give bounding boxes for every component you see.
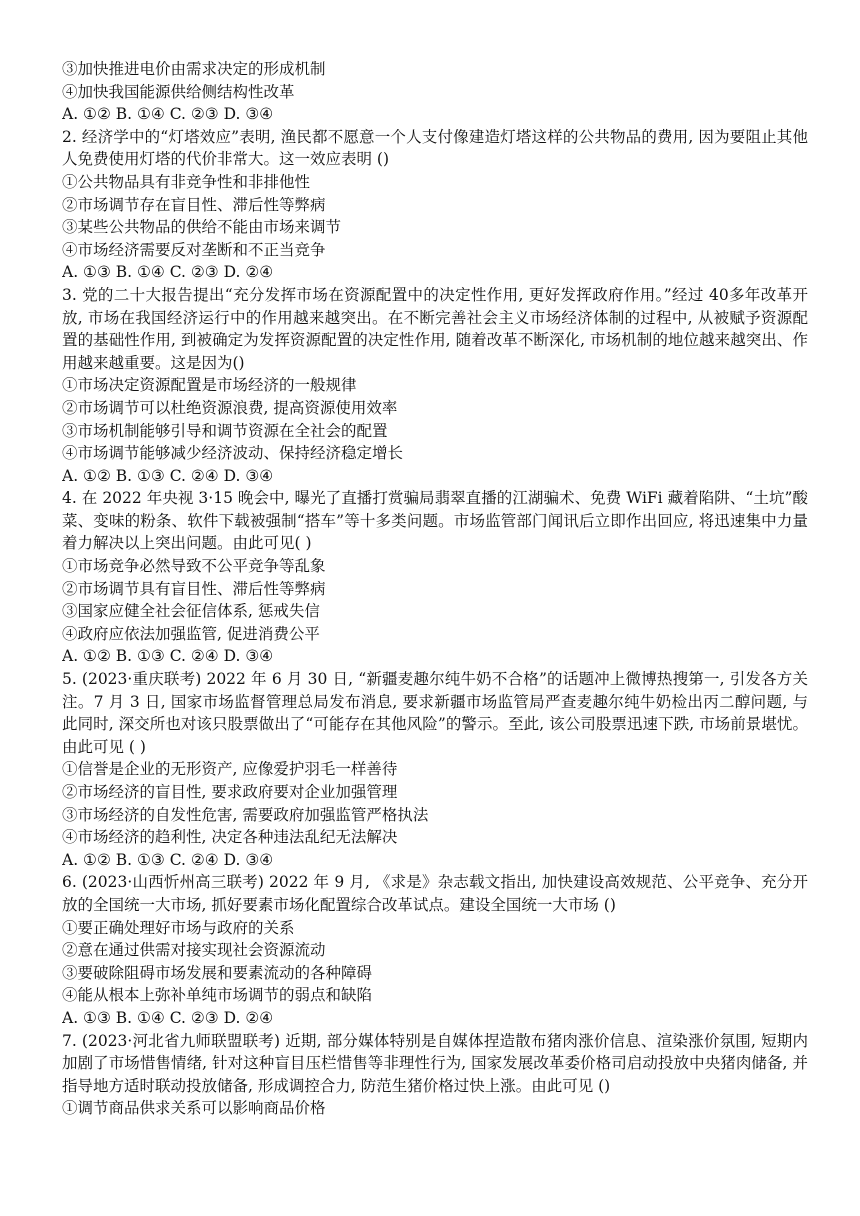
answer-choices: A. ①② B. ①③ C. ②④ D. ③④: [62, 466, 274, 485]
option-line: ④市场经济的趋利性, 决定各种违法乱纪无法解决: [62, 828, 398, 847]
option-line: ③市场经济的自发性危害, 需要政府加强监管严格执法: [62, 805, 429, 824]
option-line: ③国家应健全社会征信体系, 惩戒失信: [62, 602, 320, 621]
option-line: ①信誉是企业的无形资产, 应像爱护羽毛一样善待: [62, 760, 398, 779]
option-line: ②市场调节存在盲目性、滞后性等弊病: [62, 195, 326, 214]
option-line: ③要破除阻碍市场发展和要素流动的各种障碍: [62, 963, 373, 982]
option-line: ②市场调节具有盲目性、滞后性等弊病: [62, 579, 326, 598]
answer-choices: A. ①② B. ①③ C. ②④ D. ③④: [62, 850, 274, 869]
option-line: ①要正确处理好市场与政府的关系: [62, 918, 295, 937]
answer-choices: A. ①③ B. ①④ C. ②③ D. ②④: [62, 263, 274, 282]
option-line: ④加快我国能源供给侧结构性改革: [62, 82, 295, 101]
option-line: ①公共物品具有非竞争性和非排他性: [62, 172, 311, 191]
question-2-stem: 2. 经济学中的“灯塔效应”表明, 渔民都不愿意一个人支付像建造灯塔这样的公共物品的费用, 因为要阻止其他人免费使用灯塔的代价非常大。这一效应表明 (): [62, 127, 808, 169]
option-line: ②市场经济的盲目性, 要求政府要对企业加强管理: [62, 783, 398, 801]
option-line: ①调节商品供求关系可以影响商品价格: [62, 1099, 326, 1118]
option-line: ④市场调节能够减少经济波动、保持经济稳定增长: [62, 444, 404, 463]
option-line: ③加快推进电价由需求决定的形成机制: [62, 60, 326, 78]
question-7-stem: 7. (2023·河北省九师联盟联考) 近期, 部分媒体特别是自媒体捏造散布猪肉涨价信息、渲染涨价氛围, 短期内加剧了市场惜售情绪, 针对这种盲目压栏惜售等非理性行为, 国家发展改革委价格司启动投放中央猪肉储备, 并指导地方适时联动投放储备, 形成调控合力, 防范生猪价格过快上涨。由此可见 (): [62, 1031, 808, 1095]
question-3-stem: 3. 党的二十大报告提出“充分发挥市场在资源配置中的决定性作用, 更好发挥政府作用。”经过 40多年改革开放, 市场在我国经济运行中的作用越来越突出。在不断完善社会主义市场经济体制的过程中, 从被赋予资源配置的基础性作用, 到被确定为发挥资源配置的决定性作用, 随着改革不断深化, 市场机制的地位越来越突出、作用越来越重要。这是因为(): [62, 285, 808, 372]
answer-choices: A. ①② B. ①③ C. ②④ D. ③④: [62, 647, 274, 666]
option-line: ④政府应依法加强监管, 促进消费公平: [62, 624, 320, 643]
question-5-stem: 5. (2023·重庆联考) 2022 年 6 月 30 日, “新疆麦趣尔纯牛奶不合格”的话题冲上微博热搜第一, 引发各方关注。7 月 3 日, 国家市场监督管理总局发布消息, 要求新疆市场监管局严查麦趣尔纯牛奶检出丙二醇问题, 与此同时, 深交所也对该只股票做出了“可能存在其他风险”的警示。至此, 该公司股票迅速下跌, 市场前景堪忧。由此可见 ( ): [62, 670, 808, 756]
option-line: ③某些公共物品的供给不能由市场来调节: [62, 218, 342, 237]
option-line: ②市场调节可以杜绝资源浪费, 提高资源使用效率: [62, 398, 398, 417]
option-line: ④能从根本上弥补单纯市场调节的弱点和缺陷: [62, 986, 373, 1005]
option-line: ①市场竞争必然导致不公平竞争等乱象: [62, 557, 326, 576]
option-line: ①市场决定资源配置是市场经济的一般规律: [62, 376, 357, 395]
question-4-stem: 4. 在 2022 年央视 3·15 晚会中, 曝光了直播打赏骗局翡翠直播的江湖骗术、免费 WiFi 藏着陷阱、“土坑”酸菜、变味的粉条、软件下载被强制“搭车”等十多类问题。市场监管部门闻讯后立即作出回应, 将迅速集中力量着力解决以上突出问题。由此可见( ): [62, 489, 808, 553]
option-line: ④市场经济需要反对垄断和不正当竞争: [62, 240, 326, 259]
option-line: ③市场机制能够引导和调节资源在全社会的配置: [62, 421, 388, 440]
answer-choices: A. ①③ B. ①④ C. ②③ D. ②④: [62, 1008, 274, 1027]
answer-choices: A. ①② B. ①④ C. ②③ D. ③④: [62, 105, 274, 124]
question-6-stem: 6. (2023·山西忻州高三联考) 2022 年 9 月, 《求是》杂志载文指出, 加快建设高效规范、公平竞争、充分开放的全国统一大市场, 抓好要素市场化配置综合改革试点。建设全国统一大市场 (): [62, 873, 808, 914]
option-line: ②意在通过供需对接实现社会资源流动: [62, 941, 326, 960]
